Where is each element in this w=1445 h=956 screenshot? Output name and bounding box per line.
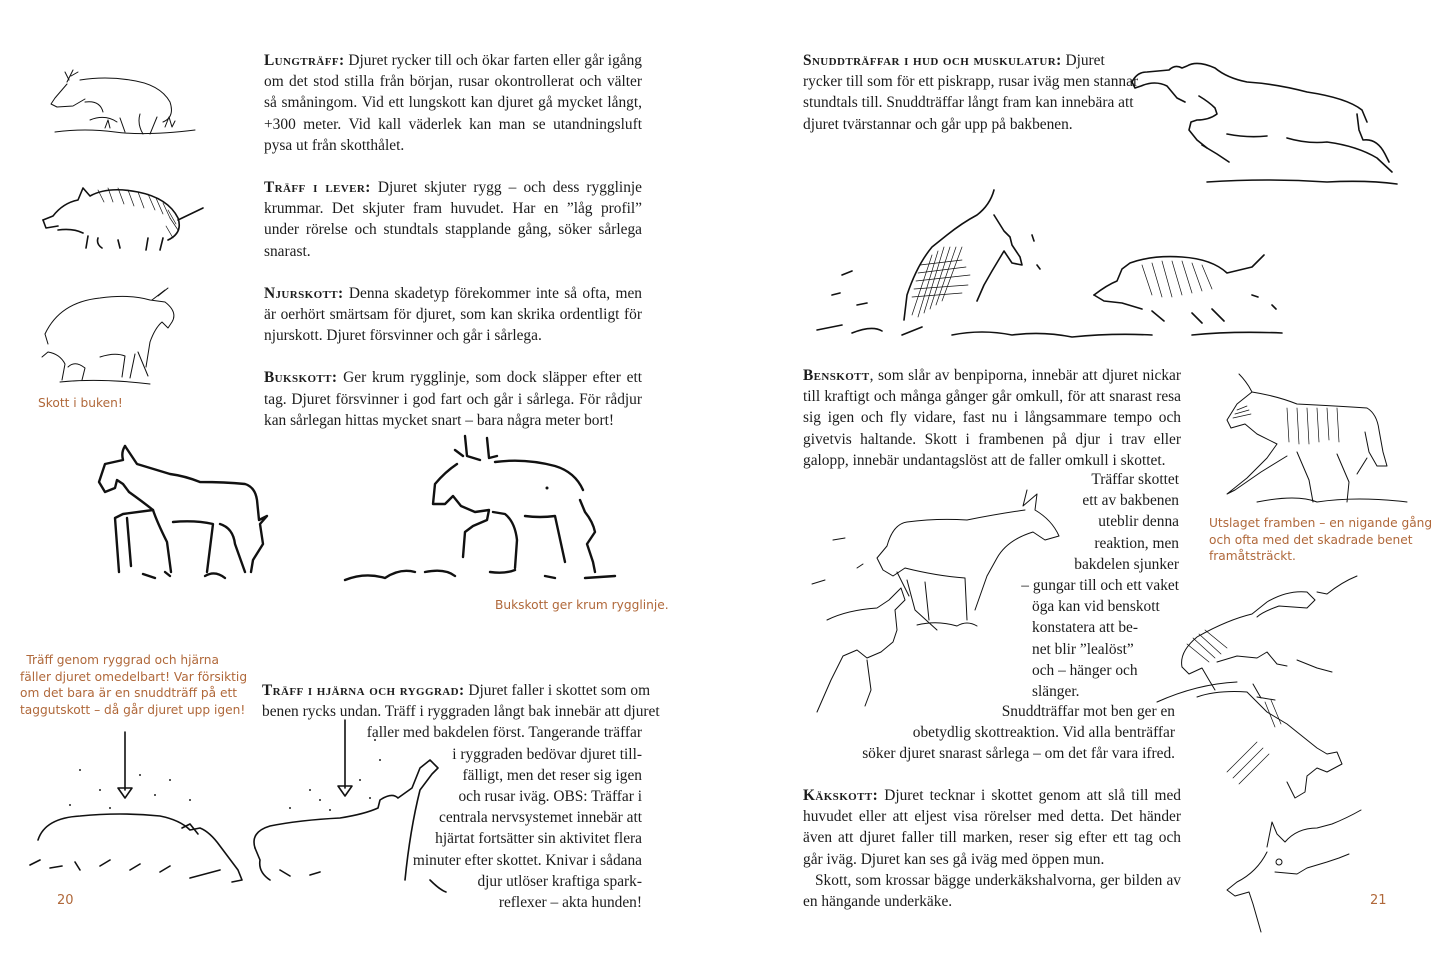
section-lung-shot <box>264 50 642 156</box>
text-leg-shot: , som slår av benpiporna, innebär att djuret nickar till kraftigt och många gånger går omkull, för att snarast resa sig igen och fly vidare, fast nu i långsammare tempo och givetvis haltande. Skott i frambenen på djur i trav eller galopp, innebär undantagslöst att de faller omkull i skottet. <box>803 367 1181 469</box>
page-21 <box>722 0 1445 956</box>
hind-leg-text <box>947 469 1179 702</box>
hind-leg-line: reaktion, men <box>1094 534 1179 552</box>
brain-spine-line-text: Djuret faller i skottet som om <box>464 682 651 699</box>
caption-front-leg-line: framåtsträckt. <box>1209 549 1296 563</box>
brain-spine-line: centrala nervsystemet innebär att <box>439 809 642 827</box>
brain-spine-line: i ryggraden bedövar djuret till- <box>452 745 642 763</box>
animals-in-brush-illustration <box>812 185 1292 345</box>
roe-deer-illustration <box>45 62 195 137</box>
heading-liver-shot: Träff i lever: <box>264 179 371 197</box>
caption-moose-curved-back: Bukskott ger krum rygglinje. <box>495 598 669 612</box>
caption-spine-line: taggutskott – då går djuret upp igen! <box>20 702 246 717</box>
hind-leg-line: konstatera att be- <box>1032 619 1138 637</box>
graze-line: djuret tvärstannar och går upp på bakbenen. <box>803 115 1073 133</box>
brain-spine-line: och rusar iväg. OBS: Träffar i <box>458 788 642 806</box>
section-leg-shot <box>803 365 1181 471</box>
left-column-text <box>264 50 642 452</box>
brain-spine-line <box>262 680 651 701</box>
caption-spine-line: om det bara är en snuddträff på ett <box>20 686 238 700</box>
text-liver-shot: Djuret skjuter rygg – och dess rygglinje krummar. Det skjuter fram huvudet. Har en ”låg profil” under rörelse och stundtals stapplande gång, söker sårlega snarast. <box>264 179 642 260</box>
hind-leg-line: net blir ”lealöst” <box>1032 640 1134 658</box>
text-lung-shot: Djuret rycker till och ökar farten eller går igång om det stod stilla från början, rusar okontrollerat och välter så småningom. Vid ett lungskott kan djuret gå mycket långt, +300 meter. Vid kall väderlek kan man se utandningsluft pysa ut från skotthålet. <box>264 52 642 154</box>
hind-leg-line: ett av bakbenen <box>1082 492 1179 510</box>
graze-leg-line: Snuddträffar mot ben ger en <box>1001 703 1175 720</box>
section-kidney-shot <box>264 283 642 347</box>
brain-spine-line: djur utlöser kraftiga spark- <box>477 872 642 890</box>
heading-lung-shot: Lungträff: <box>264 52 345 69</box>
section-belly-shot <box>264 367 642 431</box>
caption-spine-line: Träff genom ryggrad och hjärna <box>26 653 219 667</box>
caption-spine-brain <box>20 652 248 718</box>
wild-boar-illustration <box>38 178 208 253</box>
brain-spine-line: faller med bakdelen först. Tangerande träffar <box>366 724 642 742</box>
caption-belly-shot: Skott i buken! <box>38 396 123 410</box>
heading-jaw-shot: Käkskott: <box>803 787 879 804</box>
graze-line: rycker till som för ett piskrapp, rusar iväg men stannar <box>803 73 1139 91</box>
graze-leg-text <box>803 701 1175 765</box>
text-belly-shot: Ger krum rygglinje, som dock släpper efter ett tag. Djuret försvinner i god fart och går i sårlega. För rådjur kan sårlegan hittas mycket snart – bara några meter bort! <box>264 369 642 429</box>
hind-leg-line: uteblir denna <box>1098 513 1179 531</box>
text-jaw-shot: Djuret tecknar i skottet genom att slå till med huvudet eller att eljest visa rörelser med detta. Det händer även att djuret faller till marken, reser sig efter ett tag och går iväg. Djuret kan ses gå iväg med öppen mun. <box>803 787 1181 868</box>
brain-spine-line: benen rycks undan. Träff i ryggraden långt bak innebär att djuret <box>262 703 660 721</box>
section-jaw-shot-2 <box>803 870 1181 912</box>
brain-spine-line: minuter efter skottet. Knivar i sådana <box>412 851 642 869</box>
hind-leg-line: – gungar till och ett vaket <box>1021 577 1179 595</box>
text-jaw-shot-2: Skott, som krossar bägge underkäkshalvorna, ger bilden av en hängande underkäke. <box>803 871 1181 911</box>
animal-heads-illustration <box>1157 572 1427 942</box>
heading-belly-shot: Bukskott: <box>264 369 338 387</box>
page-number-left: 20 <box>57 893 74 908</box>
hind-leg-line: bakdelen sjunker <box>1074 555 1179 573</box>
heading-leg-shot: Benskott <box>803 367 870 384</box>
two-moose-illustration <box>95 432 645 582</box>
text-kidney-shot: Denna skadetyp förekommer inte så ofta, men är oerhört smärtsam för djuret, som kan skrika ordentligt för njurskott. Djuret försvinner och går i sårlega. <box>264 284 642 345</box>
leaping-moose-illustration <box>1127 50 1417 185</box>
page-20 <box>0 0 722 956</box>
leg-shot-text <box>803 365 1181 471</box>
graze-text <box>803 50 1163 135</box>
hind-leg-line: öga kan vid benskott <box>1032 598 1160 616</box>
jaw-shot-text <box>803 785 1181 912</box>
hind-leg-line: slänger. <box>1032 683 1080 701</box>
caption-spine-line: fäller djuret omedelbart! Var försiktig <box>20 669 248 684</box>
brain-spine-line: fälligt, men det reser sig igen <box>462 766 642 784</box>
section-liver-shot <box>264 177 642 262</box>
caption-front-leg <box>1209 515 1433 565</box>
graze-line-text: Djuret <box>1061 52 1105 69</box>
graze-leg-line: söker djuret snarast sårlega – om det får vara ifred. <box>862 745 1175 763</box>
hind-leg-line: och – hänger och <box>1032 661 1138 679</box>
heading-brain-spine: Träff i hjärna och ryggrad: <box>262 682 465 699</box>
caption-front-leg-line: och ofta med det skadrade benet <box>1209 532 1413 547</box>
moose-belly-shot-illustration <box>40 272 190 387</box>
hind-leg-line: Träffar skottet <box>1091 471 1179 488</box>
graze-leg-line: obetydlig skottreaktion. Vid alla benträffar <box>912 724 1175 742</box>
brain-spine-line: reflexer – akta hunden! <box>498 894 642 912</box>
caption-front-leg-line: Utslaget framben – en nigande gång <box>1209 516 1433 530</box>
section-jaw-shot <box>803 785 1181 870</box>
heading-kidney-shot: Njurskott: <box>264 284 344 302</box>
page-number-right: 21 <box>1370 893 1387 908</box>
brain-spine-text <box>262 680 660 913</box>
moose-front-leg-illustration <box>1217 362 1417 512</box>
graze-line: stundtals till. Snuddträffar långt fram kan innebära att <box>803 94 1134 112</box>
brain-spine-line: hjärtat fortsätter sin aktivitet flera <box>435 830 642 848</box>
graze-line <box>803 50 1163 71</box>
heading-graze: Snuddträffar i hud och muskulatur: <box>803 52 1062 69</box>
